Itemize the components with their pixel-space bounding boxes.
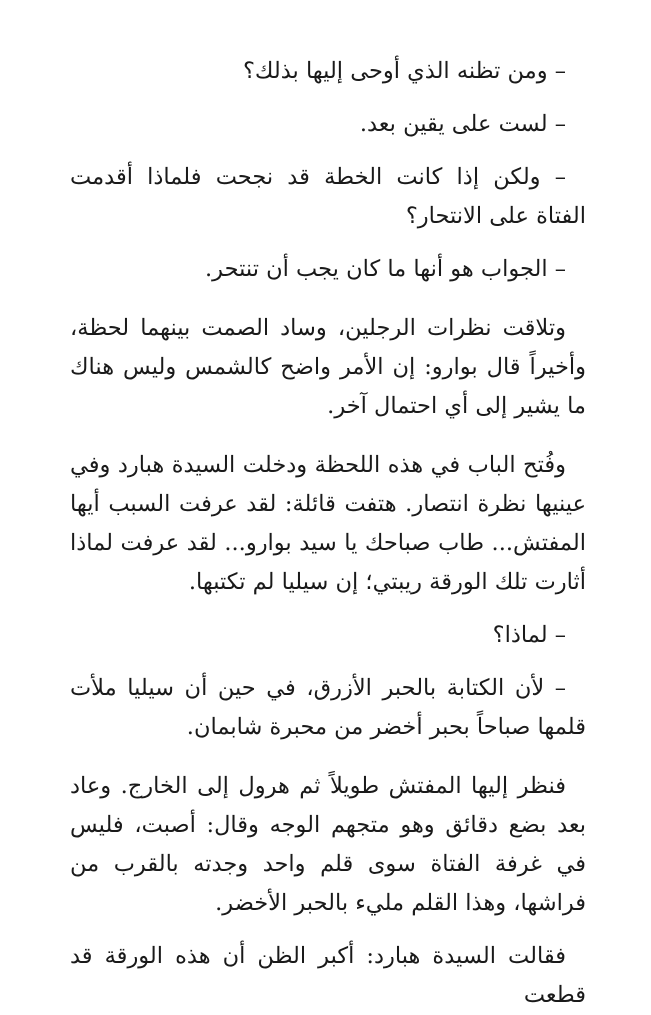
narration-paragraph-4: فقالت السيدة هبارد: أكبر الظن أن هذه الورقة قد قطعت (70, 943, 586, 1008)
document-page (70, 52, 586, 1015)
dialogue-line-1: – ومن تظنه الذي أوحى إليها بذلك؟ (242, 58, 566, 84)
narration-paragraph-3: فنظر إليها المفتش طويلاً ثم هرول إلى الخارج. وعاد بعد بضع دقائق وهو متجهم الوجه وقال: أصبت، فليس في غرفة الفتاة سوى قلم واحد وجدته بالقرب من فراشها، وهذا القلم مليء بالحبر الأخضر. (70, 773, 586, 916)
dialogue-line-6: – لأن الكتابة بالحبر الأزرق، في حين أن سيليا ملأت قلمها صباحاً بحبر أخضر من محبرة شابمان. (70, 675, 586, 740)
narration-paragraph-2: وفُتح الباب في هذه اللحظة ودخلت السيدة هبارد وفي عينيها نظرة انتصار. هتفت قائلة: لقد عرفت السبب أيها المفتش... طاب صباحك يا سيد بوارو... لقد عرفت لماذا أثارت تلك الورقة ريبتي؛ إن سيليا لم تكتبها. (70, 452, 586, 595)
dialogue-line-5: – لماذا؟ (492, 622, 566, 648)
narration-paragraph-1: وتلاقت نظرات الرجلين، وساد الصمت بينهما لحظة، وأخيراً قال بوارو: إن الأمر واضح كالشمس وليس هناك ما يشير إلى أي احتمال آخر. (70, 315, 586, 419)
dialogue-line-3: – ولكن إذا كانت الخطة قد نجحت فلماذا أقدمت الفتاة على الانتحار؟ (70, 164, 586, 229)
dialogue-line-4: – الجواب هو أنها ما كان يجب أن تنتحر. (205, 256, 566, 282)
dialogue-line-2: – لست على يقين بعد. (359, 111, 566, 137)
